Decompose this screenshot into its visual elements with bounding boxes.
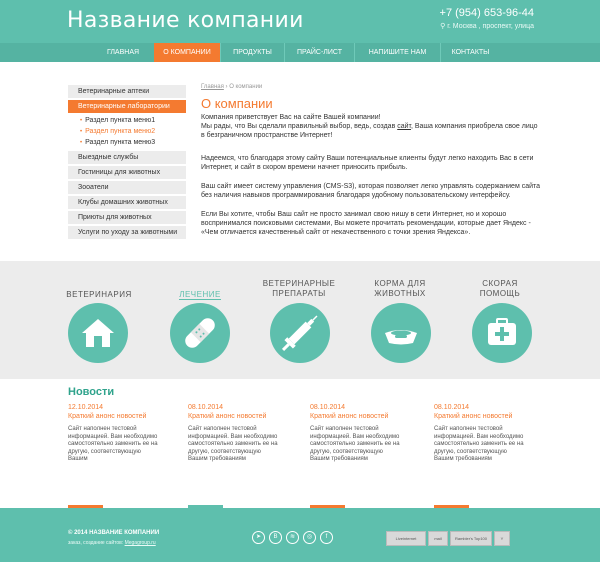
counters xyxy=(386,531,512,546)
rss-icon[interactable]: ≋ xyxy=(286,531,299,544)
news-headline[interactable]: Краткий анонс новостей xyxy=(188,413,267,420)
service-label-vet-drugs[interactable]: ВЕТЕРИНАРНЫЕ ПРЕПАРАТЫ xyxy=(262,279,336,298)
footer-copyright: © 2014 НАЗВАНИЕ КОМПАНИИ xyxy=(68,530,160,536)
sidebar-item-pet-hotels[interactable]: Гостиницы для животных xyxy=(68,166,186,179)
service-circle-emergency[interactable] xyxy=(472,303,532,363)
address-text: г. Москва , проспект, улица xyxy=(447,23,534,30)
sidebar-item-pet-clubs[interactable]: Клубы домашних животных xyxy=(68,196,186,209)
sidebar-item-vet-labs[interactable]: Ветеринарные лаборатории xyxy=(68,100,186,113)
counter-rambler[interactable]: Rambler's Top100 xyxy=(450,531,492,546)
address xyxy=(440,22,534,30)
developer-prefix: заказ, создание сайтов: xyxy=(68,540,125,546)
breadcrumb-home-link[interactable]: Главная xyxy=(201,84,224,90)
telegram-icon[interactable]: ➤ xyxy=(252,531,265,544)
sidebar-subitem-2[interactable] xyxy=(68,126,186,137)
intro-line-2b: , Ваша компания приобрела свое лицо в безграничном пространстве Интернет! xyxy=(201,123,538,139)
footer-developer xyxy=(68,540,156,546)
social-links xyxy=(252,531,337,544)
sidebar-item-shelters[interactable]: Приюты для животных xyxy=(68,211,186,224)
main-nav xyxy=(92,43,500,62)
site-link[interactable]: сайт xyxy=(397,123,411,130)
map-pin-icon: ⚲ xyxy=(440,23,448,30)
news-item xyxy=(434,404,524,518)
bullet-icon: • xyxy=(80,118,83,124)
nav-item-about[interactable]: О КОМПАНИИ xyxy=(154,43,220,62)
service-label-treatment[interactable]: ЛЕЧЕНИЕ xyxy=(179,290,221,299)
page-title: О компании xyxy=(201,96,273,111)
news-text: Сайт наполнен тестовой информацией. Вам необходимо самостоятельно заменить ее на другую, соответствующую Вашим требованиям xyxy=(188,426,278,462)
service-circle-veterinary[interactable] xyxy=(68,303,128,363)
news-item xyxy=(68,404,158,518)
counter-liveinternet[interactable]: Liveinternet xyxy=(386,531,426,546)
news-headline[interactable]: Краткий анонс новостей xyxy=(310,413,389,420)
nav-item-home[interactable]: ГЛАВНАЯ xyxy=(106,49,140,56)
first-aid-kit-icon xyxy=(472,303,532,363)
service-label-emergency[interactable]: СКОРАЯ ПОМОЩЬ xyxy=(479,279,521,298)
sidebar-subitem-label: Раздел пункта меню2 xyxy=(85,128,156,135)
news-date: 08.10.2014 xyxy=(188,404,224,411)
sidebar-subitem-1[interactable] xyxy=(68,115,186,126)
news-date: 08.10.2014 xyxy=(434,404,470,411)
nav-item-write-us[interactable]: НАПИШИТЕ НАМ xyxy=(354,43,440,62)
intro-line-2a: Мы рады, что Вы сделали правильный выбор, ведь, создав xyxy=(201,123,398,130)
nav-item-contacts[interactable]: КОНТАКТЫ xyxy=(440,43,500,62)
counter-mail[interactable]: mail xyxy=(428,531,448,546)
odnoklassniki-icon[interactable]: ◎ xyxy=(303,531,316,544)
vk-icon[interactable]: В xyxy=(269,531,282,544)
breadcrumb-current: О компании xyxy=(229,84,263,90)
facebook-icon[interactable]: f xyxy=(320,531,333,544)
bullet-icon: • xyxy=(80,140,83,146)
sidebar-item-mobile-services[interactable]: Выездные службы xyxy=(68,151,186,164)
bandage-icon xyxy=(170,303,230,363)
nav-item-price-list[interactable]: ПРАЙС-ЛИСТ xyxy=(284,43,354,62)
paragraph-4: Если Вы хотите, чтобы Ваш сайт не просто занимал свою нишу в сети Интернет, но и хорошо воспринимался поисковыми системами, Вы можете прочитать рекомендации, которые дает Яндекс - «Чем отличается качественный сайт от некачественного с точки зрения Яндекса». xyxy=(201,211,531,236)
sidebar-menu xyxy=(68,85,186,241)
sidebar-item-zoo-studios[interactable]: Зооатели xyxy=(68,181,186,194)
news-headline[interactable]: Краткий анонс новостей xyxy=(68,413,147,420)
paragraph-2: Надеемся, что благодаря этому сайту Ваши потенциальные клиенты будут легко находить Вас в сети Интернет, и сайт в скором времени начнет приносить прибыль. xyxy=(201,155,534,171)
breadcrumb-separator: › xyxy=(225,84,228,90)
sidebar-subitem-label: Раздел пункта меню3 xyxy=(85,139,156,146)
news-section-title: Новости xyxy=(68,386,115,398)
sidebar-subitem-3[interactable] xyxy=(68,137,186,148)
news-text: Сайт наполнен тестовой информацией. Вам необходимо самостоятельно заменить ее на другую, соответствующую Вашим xyxy=(68,426,158,462)
service-circle-treatment[interactable] xyxy=(170,303,230,363)
paragraph-3: Ваш сайт имеет систему управления (CMS-S3), которая позволяет легко управлять содержанием сайта без наличия навыков программирования благодаря удобному пользовательскому интерфейсу. xyxy=(201,183,541,199)
main-content xyxy=(201,84,541,247)
intro-line-1: Компания приветствует Вас на сайте Вашей компании! xyxy=(201,114,381,121)
sidebar-item-care-services[interactable]: Услуги по уходу за животными xyxy=(68,226,186,239)
service-circle-pet-food[interactable] xyxy=(371,303,431,363)
service-label-pet-food[interactable]: КОРМА ДЛЯ ЖИВОТНЫХ xyxy=(374,279,426,298)
house-icon xyxy=(68,303,128,363)
food-bowl-icon xyxy=(371,303,431,363)
news-item xyxy=(188,404,278,518)
news-headline[interactable]: Краткий анонс новостей xyxy=(434,413,513,420)
intro-paragraph xyxy=(201,113,541,140)
breadcrumb xyxy=(201,84,541,94)
news-date: 08.10.2014 xyxy=(310,404,346,411)
sidebar-subitem-label: Раздел пункта меню1 xyxy=(85,117,156,124)
counter-yandex[interactable]: Y xyxy=(494,531,510,546)
news-item xyxy=(310,404,400,518)
sidebar-item-vet-pharmacies[interactable]: Ветеринарные аптеки xyxy=(68,85,186,98)
developer-link[interactable]: Megagroup.ru xyxy=(124,540,156,546)
bullet-icon: • xyxy=(80,129,83,135)
company-logo-text[interactable]: Название компании xyxy=(67,8,304,33)
news-date: 12.10.2014 xyxy=(68,404,104,411)
news-text: Сайт наполнен тестовой информацией. Вам необходимо самостоятельно заменить ее на другую, соответствующую Вашим требованиям xyxy=(310,426,400,462)
news-text: Сайт наполнен тестовой информацией. Вам необходимо самостоятельно заменить ее на другую, соответствующую Вашим требованиям xyxy=(434,426,524,462)
syringe-icon xyxy=(270,303,330,363)
service-circle-vet-drugs[interactable] xyxy=(270,303,330,363)
nav-item-products[interactable]: ПРОДУКТЫ xyxy=(220,43,284,62)
phone-number: +7 (954) 653-96-44 xyxy=(439,7,534,19)
service-label-veterinary[interactable]: ВЕТЕРИНАРИЯ xyxy=(66,290,132,299)
